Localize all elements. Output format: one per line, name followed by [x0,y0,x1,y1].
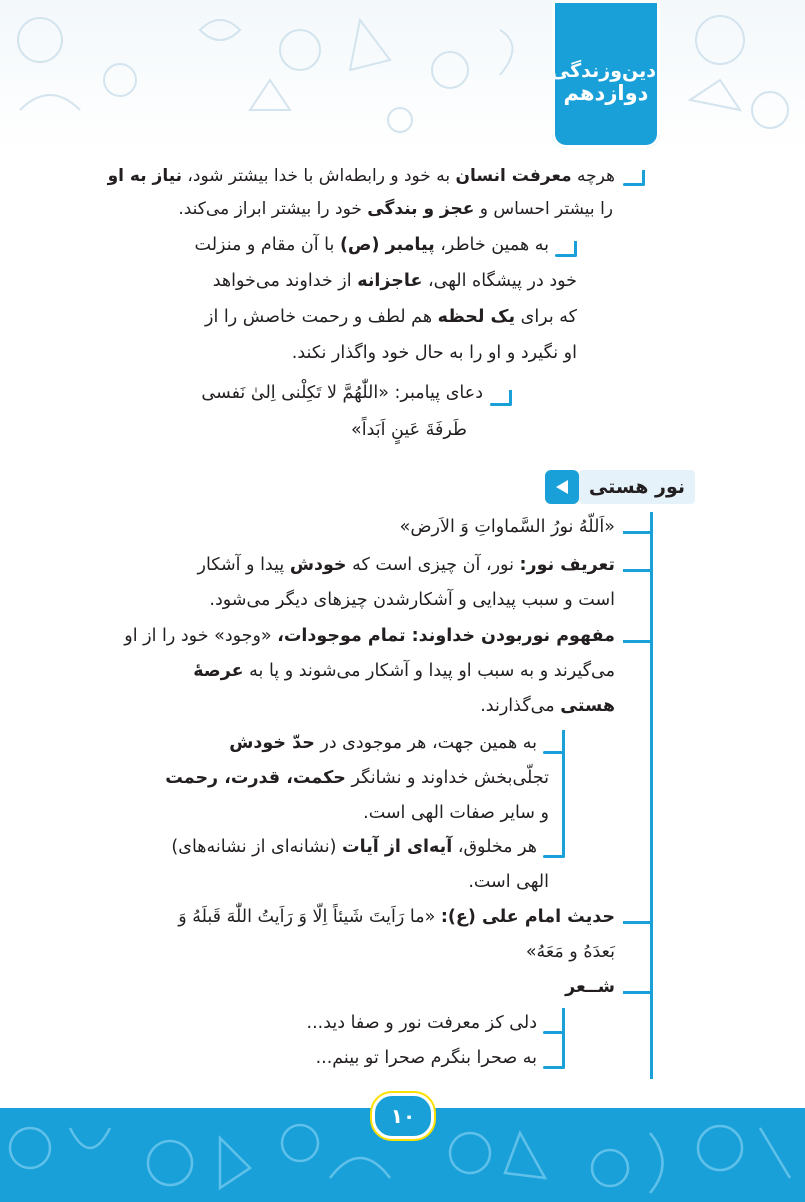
bold-text: پیامبر (ص) [339,235,435,255]
text: «وجود» خود را از او [124,626,278,646]
bold-text: عرصۀ [193,661,244,681]
poem-line-2: به صحرا بنگرم صحرا تو بینم... [315,1048,537,1068]
book-title-line1: دین‌وزندگی [550,60,656,82]
bullet-marker [490,390,512,410]
definition-line-1 [198,552,615,578]
prophet-line-2 [213,268,577,294]
page-number: ۱۰ [372,1093,434,1139]
text: با آن مقام و منزلت [194,235,340,255]
bold-text: یک لحظه [437,307,516,327]
prophet-line-4: او نگیرد و او را به حال خود واگذار نکند. [291,343,577,363]
definition-line-2: است و سبب پیدایی و آشکارشدن چیزهای دیگر می‌شود. [209,590,615,610]
bold-text: تعریف نور: [519,555,615,575]
bullet-marker [543,738,565,758]
poem-line-1: دلی کز معرفت نور و صفا دید... [306,1013,537,1033]
text: (نشانه‌ای از نشانه‌های) [171,837,343,857]
bullet-dash [623,569,653,572]
concept-line-1 [124,623,615,649]
bold-text: عاجزانه [357,271,423,291]
verse-line: «اَللّهُ نورُ السَّماواتِ وَ الاَرض» [399,517,615,537]
text: تجلّی‌بخش خداوند و نشانگر [345,768,549,788]
text: هر مخلوق، [452,837,537,857]
text: خود در پیشگاه الهی، [422,271,577,291]
book-title-line2: دوازدهم [563,80,649,105]
text: پیدا و آشکار [197,555,290,575]
section-vertical-line [650,512,653,1079]
prayer-line-2: طَرفَةَ عَینٍ اَبَداً» [351,420,467,440]
concept-line-3 [480,693,615,719]
prayer-line-1: دعای پیامبر: «اللّٰهُمَّ لا تَكِلْنی اِلیٰ نَفسی [201,383,483,403]
bold-text: عجز و بندگی [367,199,475,219]
text: به همین جهت، هر موجودی در [314,733,537,753]
book-title [550,60,656,105]
bullet-marker [623,170,645,190]
bullet-dash [623,921,653,924]
bullet-dash [623,640,653,643]
hadith-line-1 [178,904,615,930]
text: هم لطف و رحمت خاصش را از [205,307,438,327]
doodle-pattern-icon [0,0,805,150]
text: می‌گیرند و به سبب او پیدا و آشکار می‌شوند و پا به [243,661,615,681]
bullet-marker [543,1018,565,1038]
bold-text: مفهوم نوربودن خداوند: تمام موجودات، [277,626,615,646]
section-title: نور هستی [579,470,695,504]
manifest-line-1 [229,730,537,756]
bold-text: نیاز به او [107,166,183,186]
text: را بیشتر احساس و [474,199,613,219]
text: به خود و رابطه‌اش با خدا بیشتر شود، [182,166,456,186]
bold-text: هستی [560,696,615,716]
bold-text: حدیث امام علی (ع): [440,907,615,927]
intro-line-2 [178,197,613,223]
poem-title: شــعر [565,977,615,997]
bullet-marker [555,241,577,261]
bold-text: حدّ خودش [229,733,315,753]
concept-line-2 [193,658,615,684]
book-title-tab [552,0,660,148]
text: خود را بیشتر ابراز می‌کند. [178,199,368,219]
text: می‌گذارند. [480,696,561,716]
bold-text: حکمت، قدرت، رحمت [165,768,346,788]
bullet-dash [623,991,653,994]
bold-text: آیه‌ای از آیات [342,837,453,857]
bullet-marker [543,1053,565,1073]
text: از خداوند می‌خواهد [212,271,358,291]
text: «ما رَاَیتَ شَیئاً اِلّا وَ رَاَیتُ اللّٰهَ قَبلَهُ وَ [178,907,441,927]
creature-line-2: الهی است. [468,872,549,892]
text: به همین خاطر، [434,235,549,255]
manifest-line-3: و سایر صفات الهی است. [363,803,549,823]
bold-text: خودش [289,555,347,575]
bullet-marker [543,842,565,862]
prophet-line-3 [205,304,577,330]
bold-text: معرفت انسان [455,166,572,186]
text: که برای [515,307,577,327]
creature-line-1 [171,834,537,860]
bullet-dash [623,531,653,534]
header-pattern [0,0,805,150]
section-header [541,469,695,505]
triangle-arrow-icon [545,470,579,504]
text: هرچه [571,166,615,186]
text: نور، آن چیزی است که [346,555,520,575]
manifest-line-2 [165,765,549,791]
intro-line-1 [108,164,615,190]
hadith-line-2: بَعدَهُ و مَعَهُ» [525,942,615,962]
prophet-line-1 [195,232,549,258]
